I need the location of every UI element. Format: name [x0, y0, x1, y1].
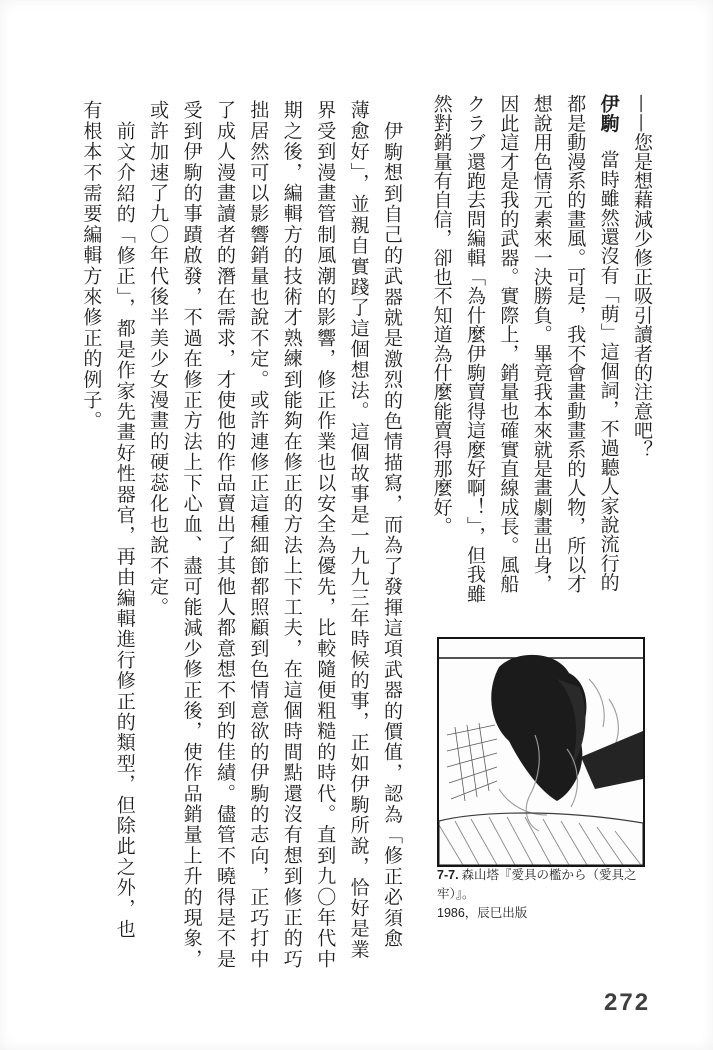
body-paragraph-column: 伊駒想到自己的武器就是激烈的色情描寫，而為了發揮這項武器的價值，認為「修正必須愈	[381, 121, 403, 949]
body-paragraph-column: 了成人漫畫讀者的潛在需求，才使他的作品賣出了其他人都意想不到的佳績。儘管不曉得是不是	[213, 100, 236, 970]
body-paragraph-column: 薄愈好」，並親自實踐了這個想法。這個故事是一九九三年時候的事，正如伊駒所說，恰好是業	[347, 100, 370, 960]
body-paragraph-column: 期之後，編輯方的技術才熟練到能夠在修正的方法上下工夫，在這個時間點還沒有想到修正的巧	[280, 100, 303, 970]
body-paragraph-column: 前文介紹的「修正」，都是作家先畫好性器官，再由編輯進行修正的類型，但除此之外，也	[113, 121, 136, 940]
body-paragraph-column: 有根本不需要編輯方來修正的例子。	[80, 100, 103, 432]
figure-caption-line2: 1986，辰巳出版	[437, 906, 528, 920]
interview-answer-column: 都是動漫系的畫風。可是，我不會畫動畫系的人物，所以才	[564, 94, 587, 594]
body-paragraph-column: 拙居然可以影響銷量也說不定。或許連修正這種細節都照顧到色情意欲的伊駒的志向，正巧打中	[247, 100, 270, 970]
figure-number: 7-7.	[437, 868, 459, 882]
manga-illustration-art	[439, 639, 643, 865]
body-text-section	[74, 100, 408, 980]
manga-illustration	[437, 637, 645, 867]
speaker-name: 伊駒	[597, 94, 620, 133]
interview-answer-column: 想說用色情元素來一決勝負。畢竟我本來就是畫劇畫出身，	[530, 94, 553, 594]
interview-section	[424, 94, 658, 634]
body-paragraph-column: 界受到漫畫管制風潮的影響，修正作業也以安全為優先，比較隨便粗糙的時代。直到九〇年代中	[314, 100, 337, 970]
figure-title: 森山塔『愛具の檻から（愛具之牢）』。	[437, 868, 637, 901]
interview-answer-text: 當時雖然還沒有「萌」這個詞，不過聽人家說流行的	[597, 150, 620, 593]
figure-caption	[437, 866, 669, 923]
interview-answer-column: 然對銷量有自信，卻也不知道為什麼能賣得那麼好。	[430, 94, 453, 536]
interview-question: ——您是想藉減少修正吸引讀者的注意吧？	[631, 94, 653, 459]
interview-answer-first-column	[591, 94, 624, 634]
body-paragraph-column: 或許加速了九〇年代後半美少女漫畫的硬蕊化也說不定。	[147, 100, 170, 618]
figure-caption-line1	[437, 866, 669, 904]
body-paragraph-column: 受到伊駒的事蹟啟發，不過在修正方法上下心血、盡可能減少修正後，使作品銷量上升的現象，	[180, 100, 203, 970]
page-number: 272	[604, 989, 651, 1016]
interview-answer-column: クラブ還跑去問編輯「為什麼伊駒賣得這麼好啊！」，但我雖	[463, 94, 486, 603]
interview-answer-column: 因此這才是我的武器。實際上，銷量也確實直線成長。風船	[497, 94, 520, 594]
